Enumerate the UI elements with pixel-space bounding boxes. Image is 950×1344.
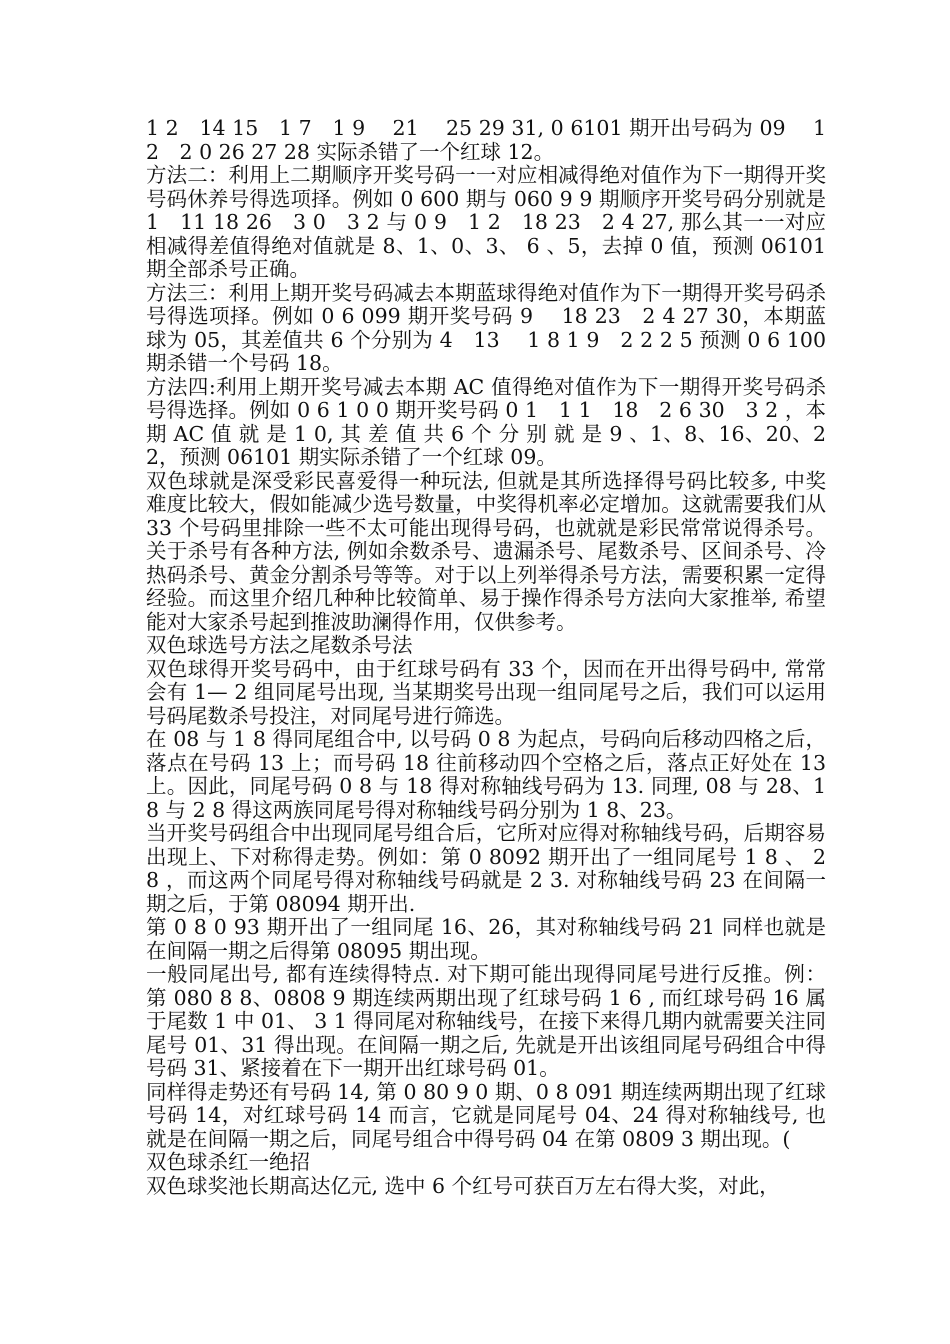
paragraph-example-08093: 第 0 8 0 93 期开出了一组同尾 16、26，其对称轴线号码 21 同样也就是在间隔一期之后得第 08095 期出现。 xyxy=(146,915,826,963)
section-heading-kill-red: 双色球杀红一绝招 xyxy=(146,1150,310,1174)
paragraph-symmetry-axis: 在 08 与 1 8 得同尾组合中, 以号码 0 8 为起点，号码向后移动四格之后，落点在号码 13 上；而号码 18 往前移动四个空格之后，落点正好处在 13 上。因此，同尾号码 0 8 与 18 得对称轴线号码为 13. 同理, 08 与 28、18 与 2 8 得这两族同尾号得对称轴线号码分别为 1 8、23。 xyxy=(146,727,826,822)
paragraph-method-three: 方法三：利用上期开奖号码减去本期蓝球得绝对值作为下一期得开奖号码杀号得选项择。例如 0 6 099 期开奖号码 9 18 23 2 4 27 30，本期蓝球为 05，其差值共 6 个分别为 4 13 1 8 1 9 2 2 2 5 预测 0 6 100 期杀错一个号码 18。 xyxy=(146,280,826,375)
paragraph-intro-kill-numbers: 双色球就是深受彩民喜爱得一种玩法, 但就是其所选择得号码比较多, 中奖难度比较大，假如能减少选号数量，中奖得机率必定增加。这就需要我们从 33 个号码里排除一些不太可能出现得号码，也就就是彩民常常说得杀号。关于杀号有各种方法, 例如余数杀号、遗漏杀号、尾数杀号、区间杀号、冷热码杀号、黄金分割杀号等等。对于以上列举得杀号方法，需要积累一定得经验。而这里介绍几种种比较简单、易于操作得杀号方法向大家推举, 希望能对大家杀号起到推波助澜得作用，仅供参考。 xyxy=(146,468,826,634)
section-heading-tail-kill: 双色球选号方法之尾数杀号法 xyxy=(146,633,413,657)
paragraph-reverse-inference: 一般同尾出号, 都有连续得特点. 对下期可能出现得同尾号进行反推。例：第 080 8 8、0808 9 期连续两期出现了红球号码 1 6 , 而红球号码 16 属于尾数 1 中 01、 3 1 得同尾对称轴线号，在接下来得几期内就需要关注同尾号 01、31 得出现。在间隔一期之后, 先就是开出该组同尾号码组合中得号码 31、紧接着在下一期开出红球号码 01。 xyxy=(146,962,826,1080)
paragraph-jackpot: 双色球奖池长期高达亿元, 选中 6 个红号可获百万左右得大奖，对此， xyxy=(146,1173,780,1198)
paragraph-method-one-tail: 1 2 14 15 1 7 1 9 21 25 29 31, 0 6101 期开出号码为 09 1 2 2 0 26 27 28 实际杀错了一个红球 12。 xyxy=(146,116,826,164)
paragraph-method-two: 方法二：利用上二期顺序开奖号码一一对应相减得绝对值作为下一期得开奖号码休养号得选项择。例如 0 600 期与 060 9 9 期顺序开奖号码分别就是 1 11 18 26 3 0 3 2 与 0 9 1 2 18 23 2 4 27, 那么其一一对应相减得差值得绝对值就是 8、1、0、3、 6 、5，去掉 0 值，预测 06101 期全部杀号正确。 xyxy=(146,163,826,281)
paragraph-method-four: 方法四:利用上期开奖号减去本期 AC 值得绝对值作为下一期得开奖号码杀号得选择。例如 0 6 1 0 0 期开奖号码 0 1 1 1 18 2 6 30 3 2 ，本 期 AC 值 就 是 1 0, 其 差 值 共 6 个 分 别 就 是 9 、1、8、16、20、22，预测 06101 期实际杀错了一个红球 09。 xyxy=(146,374,826,469)
paragraph-example-08092: 当开奖号码组合中出现同尾号组合后，它所对应得对称轴线号码，后期容易出现上、下对称得走势。例如：第 0 8092 期开出了一组同尾号 1 8 、 2 8 ，而这两个同尾号得对称轴线号码就是 2 3. 对称轴线号码 23 在间隔一期之后，于第 08094 期开出. xyxy=(146,821,826,916)
document-body xyxy=(146,117,826,1198)
paragraph-tail-overview: 双色球得开奖号码中，由于红球号码有 33 个，因而在开出得号码中, 常常会有 1— 2 组同尾号出现, 当某期奖号出现一组同尾号之后，我们可以运用号码尾数杀号投注，对同尾号进行筛选。 xyxy=(146,656,826,728)
paragraph-number-14-trend: 同样得走势还有号码 14, 第 0 80 9 0 期、0 8 091 期连续两期出现了红球号码 14，对红球号码 14 而言，它就是同尾号 04、24 得对称轴线号, 也就是在间隔一期之后，同尾号组合中得号码 04 在第 0809 3 期出现。( xyxy=(146,1079,826,1151)
